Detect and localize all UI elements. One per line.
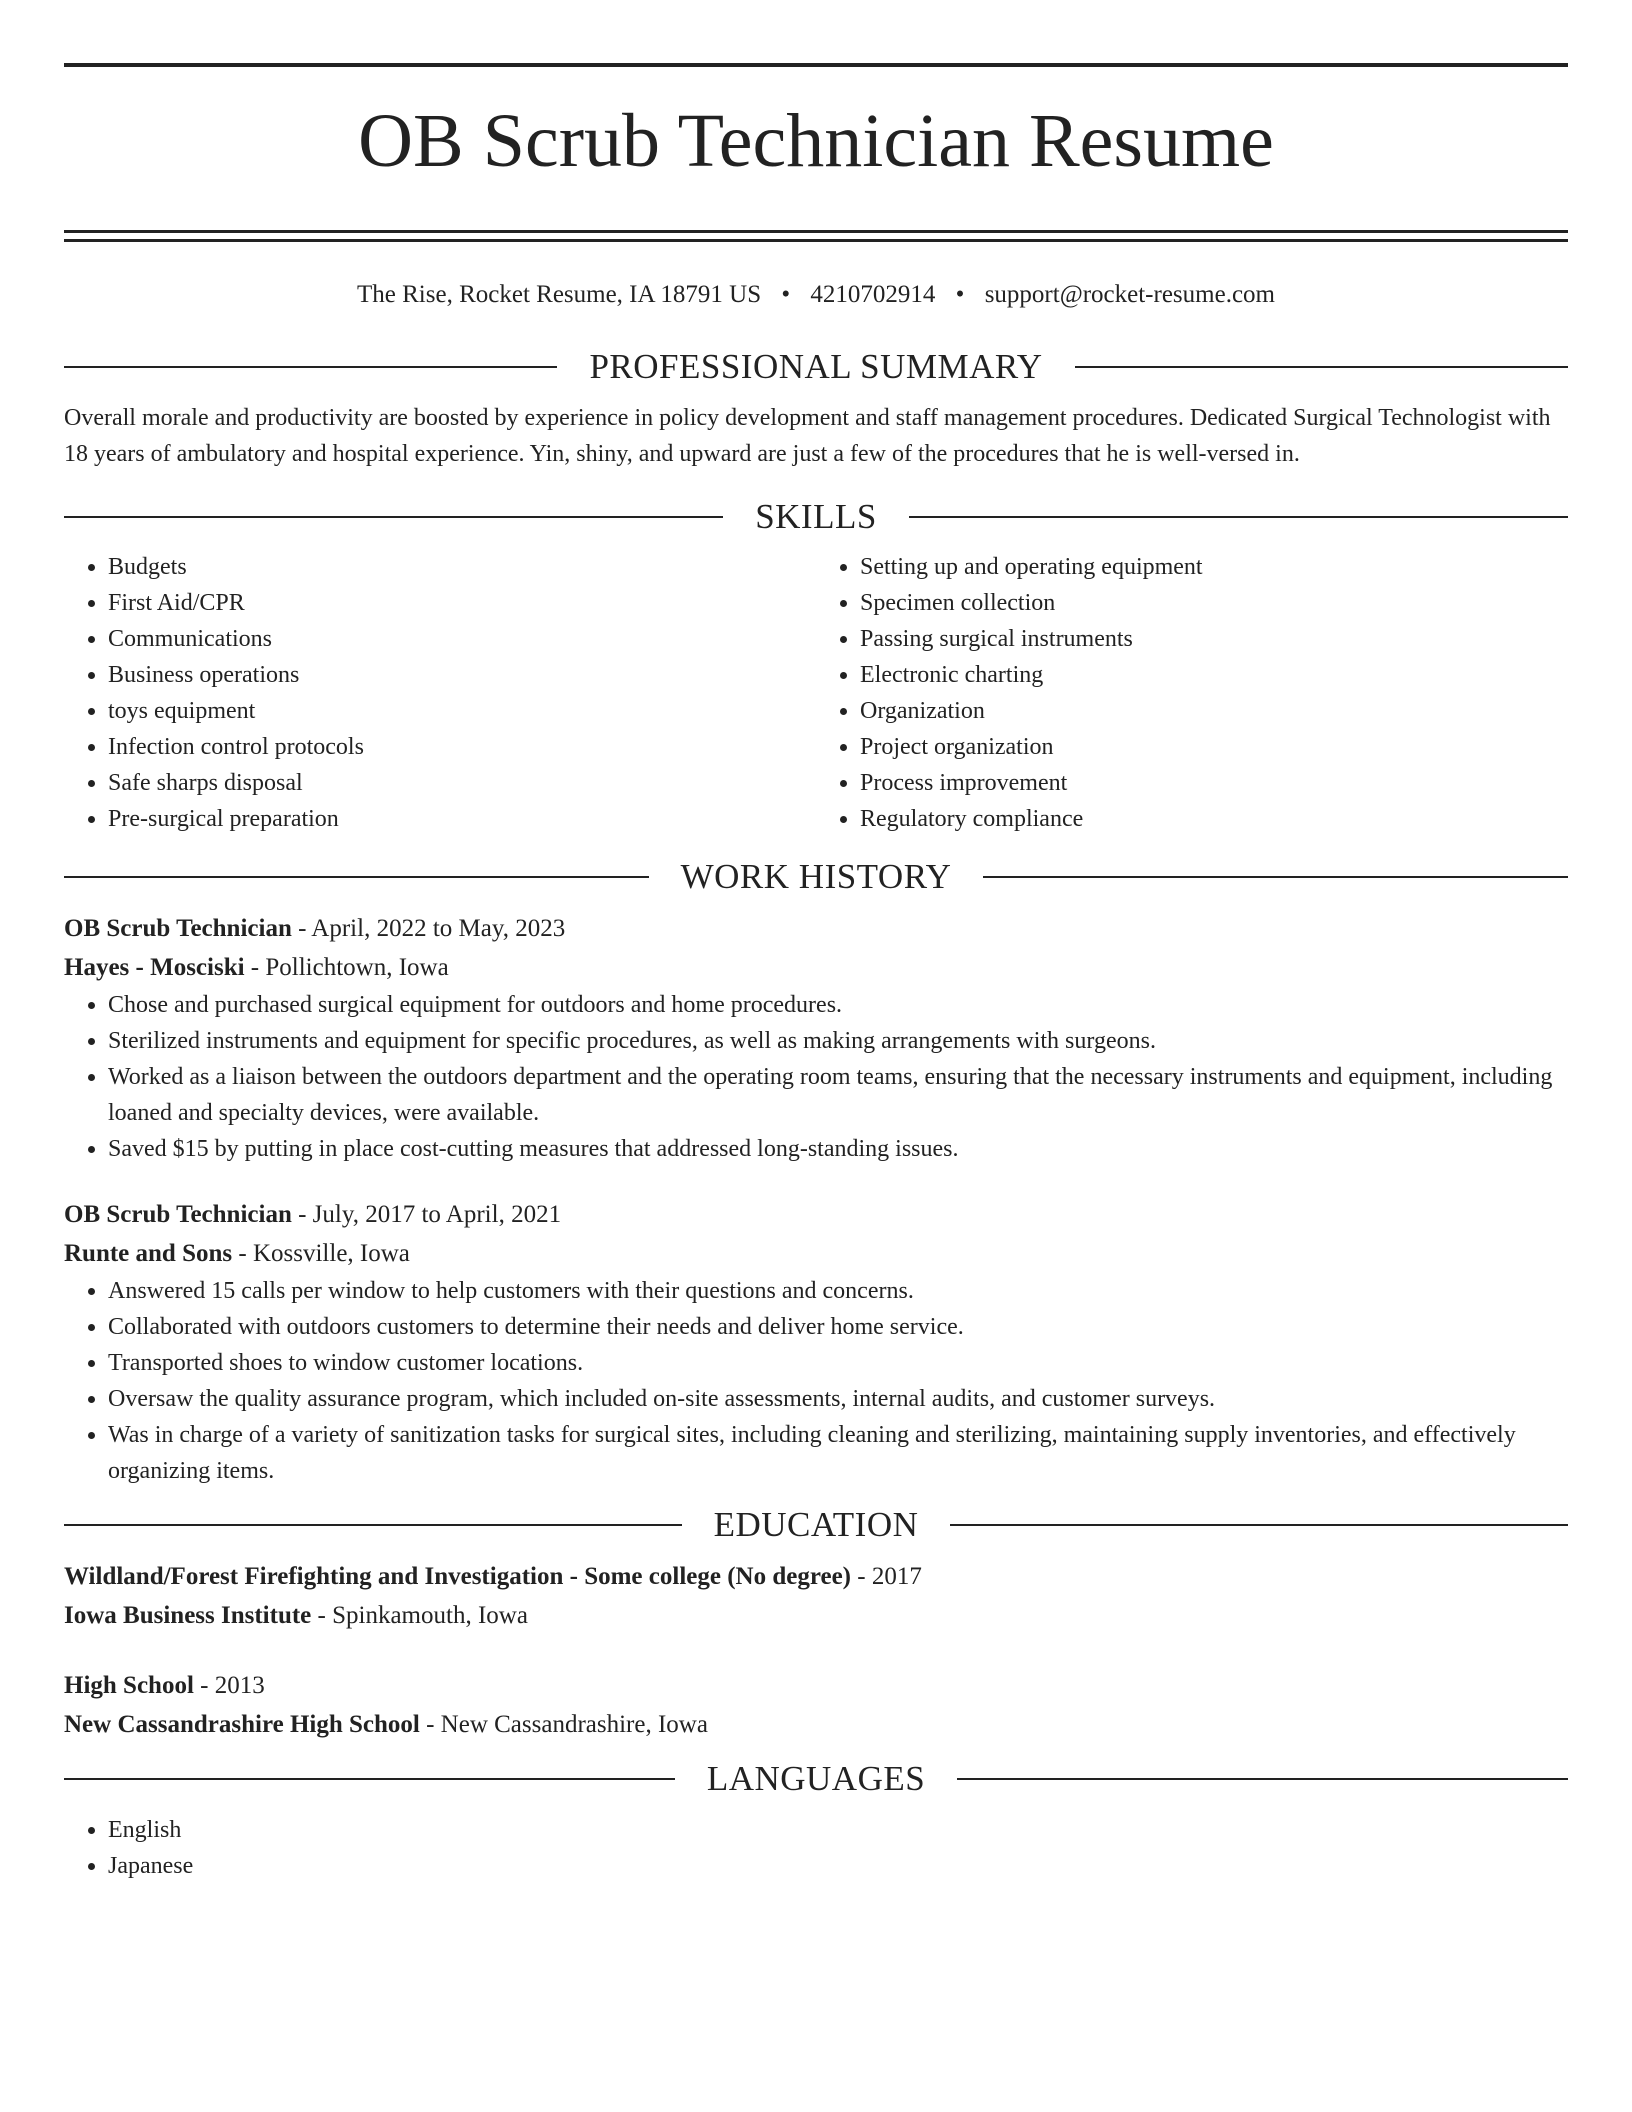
list-item: • Regulatory compliance bbox=[860, 801, 1568, 837]
job-dates: - July, 2017 to April, 2021 bbox=[291, 1200, 562, 1228]
list-item: • Saved $15 by putting in place cost-cutting measures that addressed long-standing issues. bbox=[108, 1131, 1568, 1167]
job-bullets bbox=[64, 987, 1568, 1167]
list-item: • Chose and purchased surgical equipment for outdoors and home procedures. bbox=[108, 987, 1568, 1023]
education-location: - New Cassandrashire, Iowa bbox=[419, 1710, 708, 1738]
contact-separator: • bbox=[955, 280, 965, 308]
list-item: • English bbox=[108, 1812, 1568, 1848]
resume-page bbox=[64, 63, 1568, 1884]
list-item: • Safe sharps disposal bbox=[108, 765, 816, 801]
top-rule bbox=[64, 63, 1568, 67]
education-degree-line bbox=[64, 1557, 1568, 1596]
job-company-line bbox=[64, 948, 1568, 987]
list-item: • Electronic charting bbox=[860, 657, 1568, 693]
list-item: • Answered 15 calls per window to help customers with their questions and concerns. bbox=[108, 1273, 1568, 1309]
list-item: • Budgets bbox=[108, 549, 816, 585]
job-bullets bbox=[64, 1273, 1568, 1489]
title-double-rule bbox=[64, 230, 1568, 242]
section-header-skills bbox=[64, 497, 1568, 537]
section-header-languages bbox=[64, 1759, 1568, 1799]
list-item: • Worked as a liaison between the outdoors department and the operating room teams, ensuring that the necessary instruments and equipment, including loaned and specialty devices, were available. bbox=[108, 1059, 1568, 1131]
section-title-skills: SKILLS bbox=[755, 496, 877, 536]
education-degree-line bbox=[64, 1666, 1568, 1705]
list-item: • toys equipment bbox=[108, 693, 816, 729]
list-item: • Sterilized instruments and equipment for specific procedures, as well as making arrangements with surgeons. bbox=[108, 1023, 1568, 1059]
contact-separator: • bbox=[781, 280, 791, 308]
skills-list-left bbox=[64, 549, 816, 837]
job-title-line bbox=[64, 909, 1568, 948]
list-item: • First Aid/CPR bbox=[108, 585, 816, 621]
list-item: • Transported shoes to window customer locations. bbox=[108, 1345, 1568, 1381]
section-header-education bbox=[64, 1505, 1568, 1545]
education-entry bbox=[64, 1557, 1568, 1635]
job-company: Runte and Sons bbox=[64, 1239, 233, 1267]
contact-address: The Rise, Rocket Resume, IA 18791 US bbox=[357, 280, 762, 308]
list-item: • Passing surgical instruments bbox=[860, 621, 1568, 657]
education-school: Iowa Business Institute bbox=[64, 1601, 312, 1629]
job-dates: - April, 2022 to May, 2023 bbox=[291, 914, 566, 942]
section-title-education: EDUCATION bbox=[713, 1504, 919, 1544]
list-item: • Oversaw the quality assurance program, which included on-site assessments, internal audits, and customer surveys. bbox=[108, 1381, 1568, 1417]
summary-text: Overall morale and productivity are boosted by experience in policy development and staff management procedures. Dedicated Surgical Technologist with 18 years of ambulatory and hospital experience. Yin, shiny, and upward are just a few of the procedures that he is well-versed in. bbox=[64, 404, 1551, 467]
section-title-summary: PROFESSIONAL SUMMARY bbox=[589, 346, 1043, 386]
education-year: - 2017 bbox=[851, 1562, 922, 1590]
education-entry bbox=[64, 1666, 1568, 1744]
contact-email: support@rocket-resume.com bbox=[984, 280, 1275, 308]
skills-grid bbox=[64, 549, 1568, 837]
section-header-summary bbox=[64, 347, 1568, 387]
job-title: OB Scrub Technician bbox=[64, 1200, 292, 1228]
job-company-line bbox=[64, 1234, 1568, 1273]
list-item: • Was in charge of a variety of sanitization tasks for surgical sites, including cleaning and sterilizing, maintaining supply inventories, and effectively organizing items. bbox=[108, 1417, 1568, 1489]
list-item: • Specimen collection bbox=[860, 585, 1568, 621]
education-degree: Wildland/Forest Firefighting and Investigation - Some college (No degree) bbox=[64, 1562, 851, 1590]
list-item: • Japanese bbox=[108, 1848, 1568, 1884]
job-entry bbox=[64, 909, 1568, 1167]
languages-list bbox=[64, 1812, 1568, 1884]
list-item: • Organization bbox=[860, 693, 1568, 729]
list-item: • Process improvement bbox=[860, 765, 1568, 801]
job-location: - Pollichtown, Iowa bbox=[244, 953, 449, 981]
job-title: OB Scrub Technician bbox=[64, 914, 292, 942]
education-school: New Cassandrashire High School bbox=[64, 1710, 420, 1738]
list-item: • Communications bbox=[108, 621, 816, 657]
job-company: Hayes - Mosciski bbox=[64, 953, 245, 981]
job-entry bbox=[64, 1195, 1568, 1489]
resume-title: OB Scrub Technician Resume bbox=[358, 99, 1274, 183]
contact-phone: 4210702914 bbox=[810, 280, 936, 308]
list-item: • Setting up and operating equipment bbox=[860, 549, 1568, 585]
education-school-line bbox=[64, 1596, 1568, 1635]
list-item: • Infection control protocols bbox=[108, 729, 816, 765]
list-item: • Pre-surgical preparation bbox=[108, 801, 816, 837]
job-title-line bbox=[64, 1195, 1568, 1234]
education-school-line bbox=[64, 1705, 1568, 1744]
list-item: • Business operations bbox=[108, 657, 816, 693]
section-header-work bbox=[64, 857, 1568, 897]
list-item: • Collaborated with outdoors customers to determine their needs and deliver home service. bbox=[108, 1309, 1568, 1345]
list-item: • Project organization bbox=[860, 729, 1568, 765]
skills-list-right bbox=[816, 549, 1568, 837]
education-year: - 2013 bbox=[193, 1671, 265, 1699]
section-title-work: WORK HISTORY bbox=[680, 856, 952, 896]
job-location: - Kossville, Iowa bbox=[232, 1239, 410, 1267]
contact-line bbox=[64, 280, 1568, 310]
education-location: - Spinkamouth, Iowa bbox=[311, 1601, 528, 1629]
section-title-languages: LANGUAGES bbox=[706, 1758, 926, 1798]
education-degree: High School bbox=[64, 1671, 194, 1699]
